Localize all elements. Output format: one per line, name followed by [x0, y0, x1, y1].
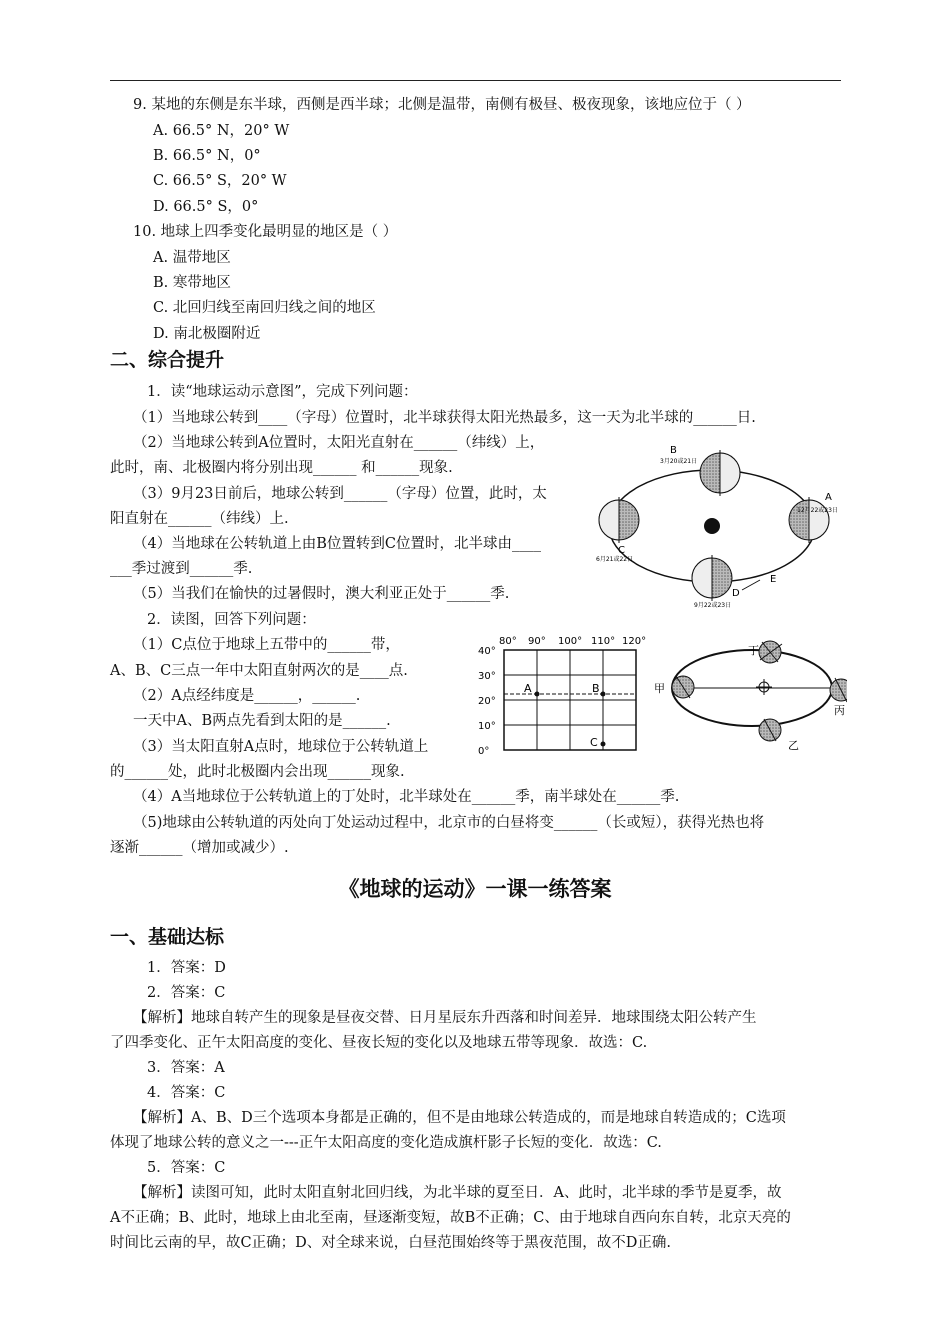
top-rule: [110, 80, 841, 81]
answer-line-7: 【解析】A、B、D三个选项本身都是正确的，但不是由地球公转造成的，而是地球自转造成的；C选项: [133, 1110, 786, 1126]
lat-lon-grid-figure: [474, 632, 649, 757]
lon-110: 110°: [591, 636, 616, 647]
q10-option-a: A. 温带地区: [153, 250, 231, 266]
p1-line-7: ___季过渡到______季.: [110, 561, 253, 577]
lon-80: 80°: [499, 636, 517, 647]
p1-line-8: （5）当我们在愉快的过暑假时，澳大利亚正处于______季.: [133, 586, 510, 602]
date-b: 3月20或21日: [660, 458, 698, 465]
lon-100: 100°: [558, 636, 583, 647]
earth-a-icon: [789, 497, 829, 543]
date-d: 9月22或23日: [694, 602, 732, 609]
q9-option-a: A. 66.5° N，20° W: [153, 123, 290, 139]
q10-option-c: C. 北回归线至南回归线之间的地区: [153, 300, 376, 316]
label-b: B: [670, 445, 677, 456]
answer-line-9: 5．答案：C: [147, 1160, 226, 1176]
q10-option-b: B. 寒带地区: [153, 275, 231, 291]
orbit-positions-figure: [652, 640, 847, 758]
q10-stem: 10. 地球上四季变化最明显的地区是（ ）: [133, 224, 398, 240]
earth-ding-icon: [759, 641, 782, 663]
lat-10: 10°: [478, 721, 496, 732]
label-yi: 乙: [788, 739, 799, 752]
lon-120: 120°: [622, 636, 647, 647]
point-b-dot: [601, 692, 606, 697]
date-c: 6月21或22日: [596, 556, 634, 563]
label-jia: 甲: [654, 682, 665, 695]
section2-title: 二、综合提升: [110, 349, 225, 371]
p1-intro: 1．读“地球运动示意图”，完成下列问题：: [147, 384, 418, 400]
p1-line-3: 此时，南、北极圈内将分别出现______ 和______现象.: [110, 460, 453, 476]
q9-option-b: B. 66.5° N，0°: [153, 148, 261, 164]
lat-20: 20°: [478, 696, 496, 707]
q9-option-d: D. 66.5° S，0°: [153, 199, 259, 215]
answer-line-2: 2．答案：C: [147, 985, 226, 1001]
orbit-arrow-icon: [742, 580, 760, 590]
p2-line-4: 一天中A、B两点先看到太阳的是______.: [133, 713, 391, 729]
date-a: 12月22或23日: [797, 507, 838, 514]
p1-line-4: （3）9月23日前后，地球公转到______（字母）位置，此时，太: [133, 486, 547, 502]
earth-orbit-figure: [592, 440, 842, 610]
label-e: E: [770, 574, 777, 585]
p2-line-3: （2）A点经纬度是______，______.: [133, 688, 361, 704]
label-d: D: [732, 588, 740, 599]
answer-line-12: 时间比云南的早，故C正确；D、对全球来说，白昼范围始终等于黑夜范围，故不D正确.: [110, 1235, 671, 1251]
lon-90: 90°: [528, 636, 546, 647]
earth-d-icon: [692, 555, 732, 601]
earth-b-icon: [700, 450, 740, 496]
answer-line-1: 1．答案：D: [147, 960, 226, 976]
p2-intro: 2．读图，回答下列问题：: [147, 612, 316, 628]
label-bing: 丙: [834, 704, 845, 717]
point-c-label: C: [590, 736, 598, 749]
p2-line-6: 的______处，此时北极圈内会出现______现象.: [110, 764, 405, 780]
p1-line-2: （2）当地球公转到A位置时，太阳光直射在______（纬线）上，: [133, 435, 545, 451]
lat-0: 0°: [478, 746, 490, 757]
earth-jia-icon: [672, 676, 694, 698]
p1-line-6: （4）当地球在公转轨道上由B位置转到C位置时，北半球由____: [133, 536, 541, 552]
p2-line-8: （5)地球由公转轨道的丙处向丁处运动过程中，北京市的白昼将变______（长或短），获得光热也将: [133, 815, 765, 831]
sun-small-icon: [756, 679, 772, 695]
answers-section1-title: 一、基础达标: [110, 926, 225, 948]
lat-30: 30°: [478, 671, 496, 682]
q9-stem: 9. 某地的东侧是东半球，西侧是西半球；北侧是温带，南侧有极昼、极夜现象，该地应位于（ ）: [133, 97, 751, 113]
answer-line-10: 【解析】读图可知，此时太阳直射北回归线，为北半球的夏至日．A、此时，北半球的季节是夏季，故: [133, 1185, 782, 1201]
p2-line-9: 逐渐______（增加或减少）.: [110, 840, 289, 856]
p2-line-5: （3）当太阳直射A点时，地球位于公转轨道上: [133, 739, 429, 755]
point-a-dot: [535, 692, 540, 697]
label-c: C: [618, 545, 625, 556]
earth-bing-icon: [830, 678, 847, 702]
answers-title: 《地球的运动》一课一练答案: [338, 877, 612, 901]
answer-line-6: 4．答案：C: [147, 1085, 226, 1101]
answer-line-4: 了四季变化、正午太阳高度的变化、昼夜长短的变化以及地球五带等现象．故选：C.: [110, 1035, 648, 1051]
p2-line-1: （1）C点位于地球上五带中的______带，: [133, 637, 400, 653]
q9-option-c: C. 66.5° S，20° W: [153, 173, 287, 189]
label-ding: 丁: [748, 644, 759, 657]
p2-line-7: （4）A当地球位于公转轨道上的丁处时，北半球处在______季，南半球处在______季.: [133, 789, 680, 805]
point-a-label: A: [524, 682, 532, 695]
point-c-dot: [601, 742, 606, 747]
answer-line-3: 【解析】地球自转产生的现象是昼夜交替、日月星辰东升西落和时间差异．地球围绕太阳公转产生: [133, 1010, 757, 1026]
label-a: A: [825, 492, 832, 503]
grid-lines: [504, 650, 636, 750]
p1-line-1: （1）当地球公转到____（字母）位置时，北半球获得太阳光热最多，这一天为北半球的______日.: [133, 410, 756, 426]
point-b-label: B: [592, 682, 600, 695]
earth-c-icon: [599, 497, 639, 543]
answer-line-5: 3．答案：A: [147, 1060, 225, 1076]
p1-line-5: 阳直射在______（纬线）上.: [110, 511, 289, 527]
p2-line-2: A、B、C三点一年中太阳直射两次的是____点.: [110, 663, 408, 679]
lat-40: 40°: [478, 646, 496, 657]
answer-line-11: A不正确；B、此时，地球上由北至南，昼逐渐变短，故B不正确；C、由于地球自西向东自转，北京天亮的: [110, 1210, 791, 1226]
sun-icon: [704, 518, 720, 534]
answer-line-8: 体现了地球公转的意义之一---正午太阳高度的变化造成旗杆影子长短的变化．故选：C.: [110, 1135, 662, 1151]
q10-option-d: D. 南北极圈附近: [153, 326, 261, 342]
earth-yi-icon: [759, 719, 781, 741]
